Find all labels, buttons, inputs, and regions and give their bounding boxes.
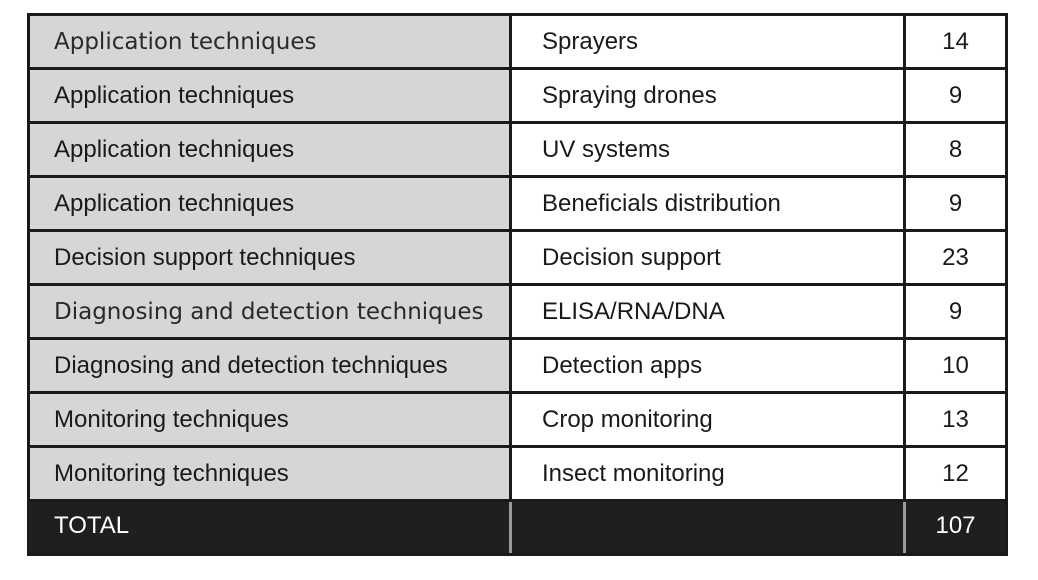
table-row (29, 285, 1007, 339)
techniques-table (27, 13, 1008, 556)
table-row (29, 339, 1007, 393)
technique-cell: Detection apps (511, 339, 905, 393)
count-cell: 14 (905, 15, 1007, 69)
category-cell: Decision support techniques (29, 231, 511, 285)
total-row (29, 501, 1007, 555)
category-cell: Diagnosing and detection techniques (29, 339, 511, 393)
category-cell: Diagnosing and detection techniques (29, 285, 511, 339)
count-cell: 13 (905, 393, 1007, 447)
category-cell: Application techniques (29, 69, 511, 123)
total-technique-cell (511, 501, 905, 555)
category-cell: Application techniques (29, 15, 511, 69)
count-cell: 12 (905, 447, 1007, 501)
category-cell: Application techniques (29, 123, 511, 177)
technique-cell: Spraying drones (511, 69, 905, 123)
table-row (29, 69, 1007, 123)
table-row (29, 393, 1007, 447)
category-cell: Application techniques (29, 177, 511, 231)
count-cell: 9 (905, 285, 1007, 339)
technique-cell: UV systems (511, 123, 905, 177)
table-row (29, 231, 1007, 285)
technique-cell: ELISA/RNA/DNA (511, 285, 905, 339)
total-label: TOTAL (29, 501, 511, 555)
count-cell: 10 (905, 339, 1007, 393)
technique-cell: Decision support (511, 231, 905, 285)
table-row (29, 177, 1007, 231)
count-cell: 8 (905, 123, 1007, 177)
technique-cell: Sprayers (511, 15, 905, 69)
category-cell: Monitoring techniques (29, 393, 511, 447)
count-cell: 9 (905, 177, 1007, 231)
technique-cell: Crop monitoring (511, 393, 905, 447)
total-count: 107 (905, 501, 1007, 555)
count-cell: 23 (905, 231, 1007, 285)
count-cell: 9 (905, 69, 1007, 123)
technique-cell: Beneficials distribution (511, 177, 905, 231)
techniques-table-container (27, 13, 1008, 556)
technique-cell: Insect monitoring (511, 447, 905, 501)
table-row (29, 123, 1007, 177)
category-cell: Monitoring techniques (29, 447, 511, 501)
table-row (29, 447, 1007, 501)
table-row (29, 15, 1007, 69)
